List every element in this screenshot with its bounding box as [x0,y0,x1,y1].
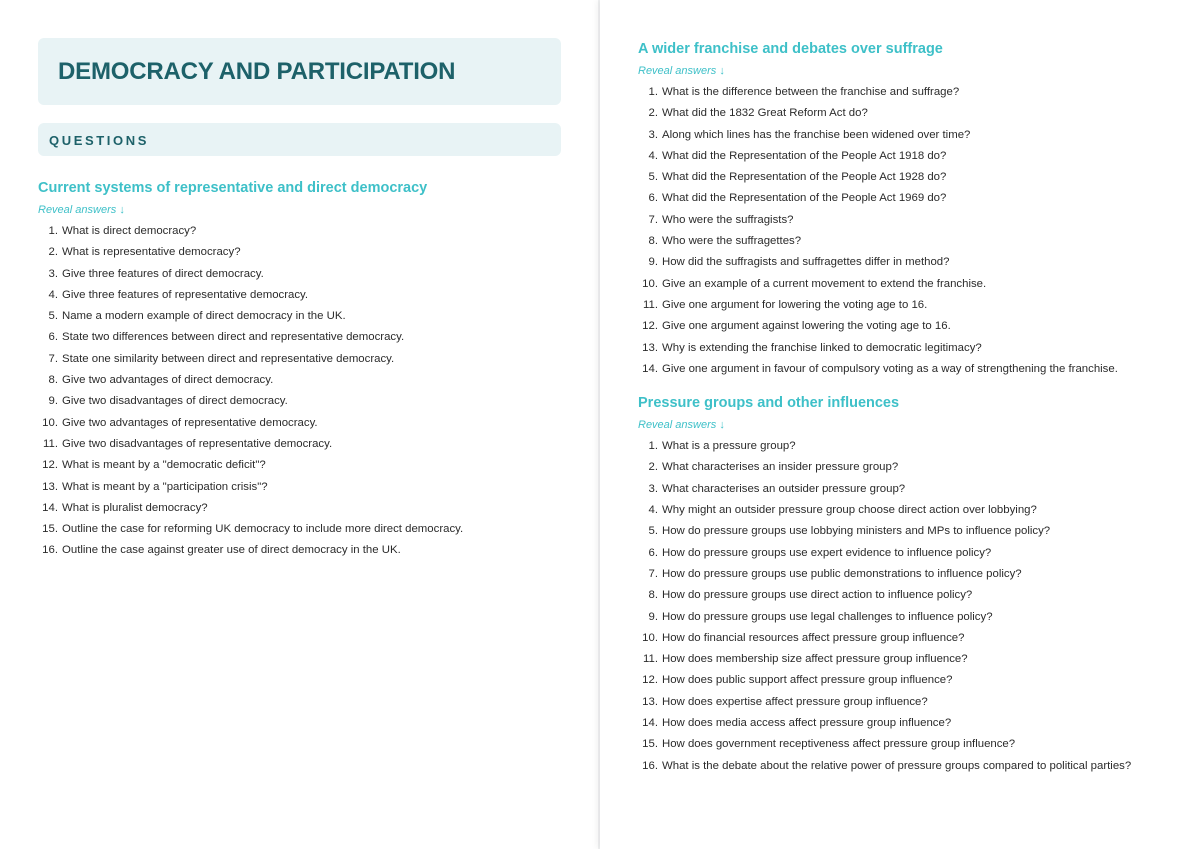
question-text: How does government receptiveness affect pressure group influence? [662,738,1016,751]
question-number: 5. [648,171,658,184]
question-number: 4. [648,504,658,517]
question-text: How does membership size affect pressure group influence? [662,653,968,666]
question-text: How do pressure groups use legal challenges to influence policy? [662,610,993,623]
question-list [38,221,560,562]
question-item [638,713,1166,734]
question-item [38,498,560,519]
question-item [638,125,1166,146]
question-item [638,670,1166,691]
question-text: What did the Representation of the People Act 1969 do? [662,192,947,205]
questions-banner [38,123,561,156]
question-text: Give one argument against lowering the voting age to 16. [662,320,951,333]
question-text: What characterises an insider pressure group? [662,461,899,474]
question-number: 1. [648,86,658,98]
question-text: Give an example of a current movement to extend the franchise. [662,277,987,290]
question-item [638,82,1166,103]
question-number: 8. [648,589,658,602]
section-representative-direct [38,179,560,562]
question-number: 4. [648,149,658,162]
question-text: What did the Representation of the People Act 1918 do? [662,149,947,162]
question-number: 9. [48,395,58,408]
question-item [38,477,560,498]
question-text: Give three features of representative democracy. [62,288,309,301]
question-text: Along which lines has the franchise been widened over time? [662,128,971,141]
question-item [638,585,1166,606]
question-text: Give two disadvantages of direct democracy. [62,395,288,408]
question-text: How do pressure groups use expert evidence to influence policy? [662,546,992,559]
question-item [638,252,1166,273]
question-text: How do pressure groups use public demonstrations to influence policy? [662,567,1022,580]
question-number: 3. [648,128,658,141]
question-text: Who were the suffragists? [662,213,794,226]
question-number: 7. [648,213,658,226]
question-number: 10. [42,416,58,429]
question-item [38,349,560,370]
left-page [0,0,598,849]
questions-heading: QUESTIONS [49,133,149,148]
question-item [38,391,560,412]
question-text: Why is extending the franchise linked to democratic legitimacy? [662,341,982,354]
question-item [638,564,1166,585]
question-list [638,82,1166,380]
question-item [638,649,1166,670]
question-number: 8. [648,235,658,248]
question-list [638,436,1166,777]
question-item [638,436,1166,457]
section-title: Current systems of representative and direct democracy [38,180,428,196]
question-text: Name a modern example of direct democracy in the UK. [62,310,346,323]
question-item [38,434,560,455]
question-number: 3. [648,482,658,495]
question-number: 10. [642,277,658,290]
question-text: How did the suffragists and suffragettes differ in method? [662,256,950,269]
question-item [38,221,560,242]
question-number: 14. [642,717,658,730]
question-text: Who were the suffragettes? [662,235,802,248]
question-number: 10. [642,631,658,644]
question-item [638,146,1166,167]
question-number: 2. [648,107,658,120]
question-number: 2. [648,461,658,474]
question-number: 14. [42,501,58,514]
question-item [638,210,1166,231]
question-number: 15. [42,523,58,536]
question-text: State two differences between direct and representative democracy. [62,331,405,344]
question-item [638,457,1166,478]
question-text: What did the Representation of the People Act 1928 do? [662,171,947,184]
question-number: 9. [648,610,658,623]
question-item [638,607,1166,628]
question-text: What is the debate about the relative power of pressure groups compared to political parties? [662,759,1132,772]
question-number: 5. [648,525,658,538]
question-number: 7. [648,567,658,580]
question-item [38,370,560,391]
question-text: What is direct democracy? [62,225,197,237]
section-title: A wider franchise and debates over suffrage [638,41,943,57]
question-item [38,285,560,306]
question-number: 12. [642,320,658,333]
section-franchise-suffrage [638,40,1166,380]
question-text: What did the 1832 Great Reform Act do? [662,107,868,120]
reveal-answers-link[interactable]: Reveal answers ↓ [638,419,725,432]
question-text: What characterises an outsider pressure group? [662,482,906,495]
question-item [638,734,1166,755]
question-item [638,338,1166,359]
question-text: Why might an outsider pressure group choose direct action over lobbying? [662,504,1037,517]
question-item [38,413,560,434]
question-item [638,479,1166,500]
question-item [638,543,1166,564]
question-text: Give one argument for lowering the voting age to 16. [662,298,928,311]
question-number: 6. [648,192,658,205]
question-text: How does public support affect pressure group influence? [662,674,953,687]
question-number: 8. [48,374,58,387]
question-item [638,521,1166,542]
question-item [638,692,1166,713]
question-text: What is representative democracy? [62,246,241,259]
question-item [38,242,560,263]
question-number: 4. [48,288,58,301]
question-number: 5. [48,310,58,323]
question-item [638,500,1166,521]
question-item [638,295,1166,316]
page-title: DEMOCRACY AND PARTICIPATION [58,58,456,85]
question-number: 13. [642,695,658,708]
question-item [638,756,1166,777]
question-text: How does expertise affect pressure group influence? [662,695,928,708]
question-number: 6. [48,331,58,344]
question-text: What is meant by a "democratic deficit"? [62,459,266,472]
question-number: 14. [642,362,658,375]
reveal-answers-link[interactable]: Reveal answers ↓ [638,65,725,77]
question-text: State one similarity between direct and representative democracy. [62,352,395,365]
question-number: 16. [642,759,658,772]
section-title: Pressure groups and other influences [638,395,900,412]
right-page [600,0,1200,849]
question-text: What is pluralist democracy? [62,501,208,514]
question-text: What is a pressure group? [662,440,796,453]
question-text: What is meant by a "participation crisis"? [62,480,268,493]
question-number: 13. [42,480,58,493]
question-item [38,455,560,476]
question-item [38,306,560,327]
question-item [38,264,560,285]
question-number: 12. [642,674,658,687]
question-item [38,519,560,540]
question-text: Outline the case against greater use of direct democracy in the UK. [62,544,401,557]
question-text: Give two advantages of direct democracy. [62,374,274,387]
question-number: 9. [648,256,658,269]
question-number: 11. [43,437,58,450]
question-number: 13. [642,341,658,354]
question-item [638,231,1166,252]
question-number: 15. [642,738,658,751]
question-text: What is the difference between the franchise and suffrage? [662,86,960,98]
question-item [638,628,1166,649]
question-text: How do pressure groups use direct action to influence policy? [662,589,973,602]
question-number: 11. [643,298,658,311]
question-number: 7. [48,352,58,365]
question-number: 1. [48,225,58,237]
section-pressure-groups [638,394,1166,777]
question-text: Give one argument in favour of compulsory voting as a way of strengthening the franchise. [662,362,1118,375]
question-item [38,540,560,561]
question-number: 16. [42,544,58,557]
question-item [638,103,1166,124]
question-item [638,359,1166,380]
reveal-answers-link[interactable]: Reveal answers ↓ [38,204,125,216]
question-item [638,316,1166,337]
question-number: 12. [42,459,58,472]
question-text: Give two disadvantages of representative democracy. [62,437,333,450]
question-item [38,327,560,348]
question-item [638,188,1166,209]
question-number: 1. [648,440,658,453]
question-text: Give two advantages of representative democracy. [62,416,318,429]
question-number: 2. [48,246,58,259]
question-text: Give three features of direct democracy. [62,267,264,280]
question-number: 11. [643,653,658,666]
question-text: How do pressure groups use lobbying ministers and MPs to influence policy? [662,525,1051,538]
question-item [638,274,1166,295]
question-text: How does media access affect pressure group influence? [662,717,952,730]
question-text: How do financial resources affect pressure group influence? [662,631,965,644]
title-banner [38,38,561,105]
question-number: 6. [648,546,658,559]
question-text: Outline the case for reforming UK democracy to include more direct democracy. [62,523,464,536]
question-item [638,167,1166,188]
question-number: 3. [48,267,58,280]
